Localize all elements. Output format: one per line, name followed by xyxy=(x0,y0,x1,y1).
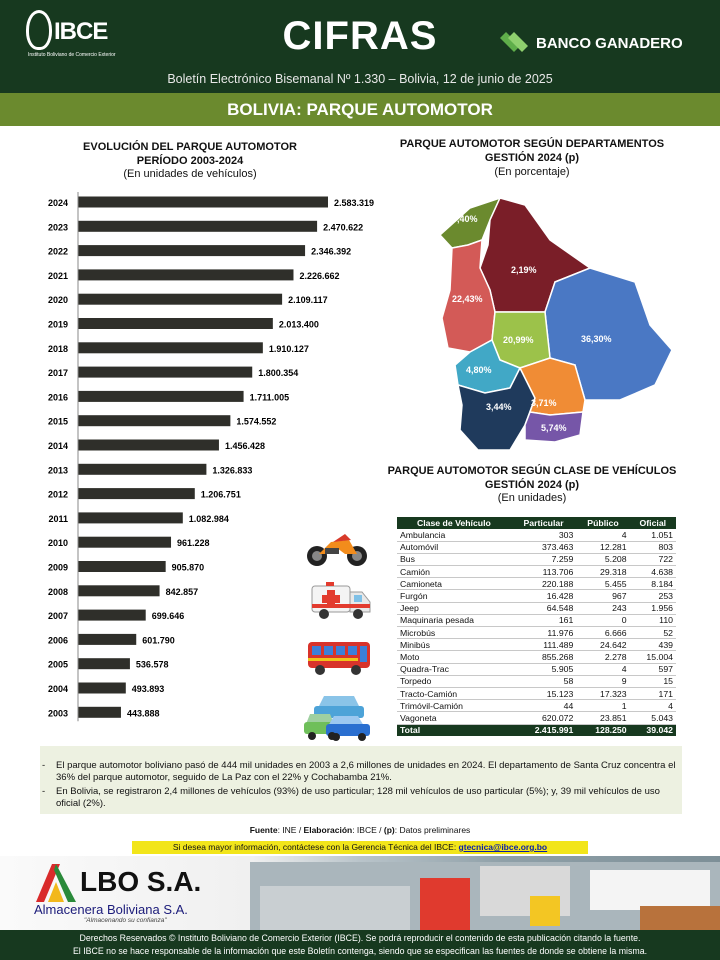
elaboration-text: : IBCE / xyxy=(352,825,384,835)
label-pando: 0,40% xyxy=(452,214,478,224)
vehicle-class-table xyxy=(397,517,676,736)
cell-class: Camión xyxy=(397,566,511,578)
bar-2012 xyxy=(78,488,195,499)
bar-value-label: 536.578 xyxy=(135,659,169,670)
bar-value-label: 493.893 xyxy=(131,684,165,694)
cell-class: Torpedo xyxy=(397,675,511,687)
total-value: 128.250 xyxy=(576,724,629,736)
bar-category-label: 2015 xyxy=(47,416,68,427)
bulletin-info: Boletín Electrónico Bisemanal Nº 1.330 – Bolivia, 12 de junio de 2025 xyxy=(167,72,553,86)
table-row xyxy=(397,651,676,663)
bar-value-label: 842.857 xyxy=(165,586,199,597)
cell-value: 303 xyxy=(511,529,577,541)
cell-value: 373.463 xyxy=(511,541,577,553)
table-row xyxy=(397,663,676,675)
ibce-logo-subtitle: Instituto Boliviano de Comercio Exterior xyxy=(28,52,116,58)
section-title: BOLIVIA: PARQUE AUTOMOTOR xyxy=(227,100,493,119)
bar-category-label: 2024 xyxy=(47,198,68,208)
cell-class: Furgón xyxy=(397,590,511,602)
footer-copyright: Derechos Reservados © Instituto Boliviano de Comercio Exterior (IBCE). Se podrá reproducir el contenido de esta publicación citando la fuente. xyxy=(79,933,641,943)
contact-email-link[interactable]: gtecnica@ibce.org.bo xyxy=(458,842,548,852)
cell-value: 1.051 xyxy=(630,529,676,541)
elaboration-label: Elaboración xyxy=(303,825,353,835)
table-row xyxy=(397,541,676,553)
bar-category-label: 2019 xyxy=(47,319,68,330)
bar-category-label: 2005 xyxy=(47,659,68,670)
total-value: 39.042 xyxy=(630,724,676,736)
bar-chart-subtitle: (En unidades de vehículos) xyxy=(123,168,257,180)
cell-class: Moto xyxy=(397,651,511,663)
cell-value: 4 xyxy=(576,663,629,675)
cell-class: Camioneta xyxy=(397,578,511,590)
cell-value: 15.123 xyxy=(511,687,577,699)
cell-value: 113.706 xyxy=(511,566,577,578)
bar-category-label: 2017 xyxy=(47,368,68,379)
cell-value: 5.208 xyxy=(576,553,629,565)
page-title: CIFRAS xyxy=(282,14,438,58)
col-header-particular: Particular xyxy=(511,517,577,529)
source-line xyxy=(0,825,720,835)
bar-category-label: 2022 xyxy=(47,246,68,257)
bar-value-label: 2.226.662 xyxy=(299,270,340,281)
bar-2007 xyxy=(78,610,146,621)
table-row xyxy=(397,627,676,639)
bar-value-label: 2.583.319 xyxy=(334,198,375,208)
motorcycle-icon xyxy=(305,528,369,568)
cars-icon xyxy=(304,690,372,742)
bar-category-label: 2009 xyxy=(47,562,68,573)
cell-value: 4.638 xyxy=(630,566,676,578)
bar-2011 xyxy=(78,512,183,523)
preliminary-text: : Datos preliminares xyxy=(394,825,471,835)
albo-company-name: Almacenera Boliviana S.A. xyxy=(34,902,188,917)
cell-class: Minibús xyxy=(397,639,511,651)
cell-class: Vagoneta xyxy=(397,712,511,724)
source-text: : INE / xyxy=(277,825,304,835)
bar-category-label: 2008 xyxy=(47,586,68,597)
map-title-period: GESTIÓN 2024 (p) xyxy=(484,152,580,164)
cell-value: 1 xyxy=(576,700,629,712)
label-tarija: 5,74% xyxy=(541,423,567,433)
cell-value: 220.188 xyxy=(511,578,577,590)
ambulance-icon xyxy=(308,578,372,620)
table-row xyxy=(397,675,676,687)
table-row xyxy=(397,566,676,578)
albo-a-logo-icon xyxy=(34,864,78,902)
col-header-class: Clase de Vehículo xyxy=(397,517,511,529)
cell-value: 1.956 xyxy=(630,602,676,614)
bar-category-label: 2014 xyxy=(47,441,68,451)
cell-value: 16.428 xyxy=(511,590,577,602)
bar-2018 xyxy=(78,342,263,353)
bar-value-label: 1.711.005 xyxy=(249,392,290,403)
table-row xyxy=(397,687,676,699)
bar-category-label: 2023 xyxy=(47,222,68,233)
bar-2003 xyxy=(78,707,121,718)
cell-class: Microbús xyxy=(397,627,511,639)
cell-class: Bus xyxy=(397,553,511,565)
total-value: 2.415.991 xyxy=(511,724,577,736)
bank-logo xyxy=(500,30,700,60)
map-title: PARQUE AUTOMOTOR SEGÚN DEPARTAMENTOS xyxy=(399,138,665,150)
col-header-publico: Público xyxy=(576,517,629,529)
cell-class: Jeep xyxy=(397,602,511,614)
cell-value: 24.642 xyxy=(576,639,629,651)
table-row xyxy=(397,639,676,651)
cell-value: 855.268 xyxy=(511,651,577,663)
cell-value: 4 xyxy=(576,529,629,541)
table-total-row xyxy=(397,724,676,736)
note-1 xyxy=(42,760,676,784)
bar-category-label: 2012 xyxy=(47,489,68,500)
cell-value: 5.043 xyxy=(630,712,676,724)
bar-value-label: 1.082.984 xyxy=(188,513,229,524)
label-cochabamba: 20,99% xyxy=(503,335,534,345)
preliminary-label: (p) xyxy=(383,825,395,835)
bar-value-label: 443.888 xyxy=(126,708,160,719)
albo-slogan: "Almacenando su confianza" xyxy=(84,917,167,924)
cell-class: Ambulancia xyxy=(397,529,511,541)
label-santa-cruz: 36,30% xyxy=(581,334,612,344)
table-row xyxy=(397,553,676,565)
bar-2017 xyxy=(78,367,252,378)
bar-2024 xyxy=(78,197,328,208)
map-subtitle: (En porcentaje) xyxy=(494,166,570,178)
bar-chart-title: EVOLUCIÓN DEL PARQUE AUTOMOTOR xyxy=(83,141,297,153)
bar-value-label: 1.326.833 xyxy=(212,465,253,476)
label-potosi: 3,44% xyxy=(486,402,512,412)
table-row xyxy=(397,529,676,541)
cell-value: 803 xyxy=(630,541,676,553)
bar-category-label: 2011 xyxy=(48,513,68,524)
cell-value: 110 xyxy=(630,614,676,626)
table-row xyxy=(397,614,676,626)
bar-2019 xyxy=(78,318,273,329)
cell-value: 5.905 xyxy=(511,663,577,675)
bar-category-label: 2004 xyxy=(47,684,68,694)
bar-value-label: 2.470.622 xyxy=(323,222,364,233)
cell-value: 15.004 xyxy=(630,651,676,663)
label-la-paz: 22,43% xyxy=(452,294,483,304)
bar-2004 xyxy=(78,683,126,694)
bar-2005 xyxy=(78,658,130,669)
ibce-logo-text: IBCE xyxy=(54,18,108,45)
cell-value: 4 xyxy=(630,700,676,712)
bar-value-label: 1.800.354 xyxy=(258,368,299,379)
bar-value-label: 1.910.127 xyxy=(268,343,309,354)
bar-category-label: 2016 xyxy=(47,392,68,403)
table-row xyxy=(397,590,676,602)
bar-2022 xyxy=(78,245,305,256)
bar-value-label: 601.790 xyxy=(142,635,175,646)
cell-value: 967 xyxy=(576,590,629,602)
table-row xyxy=(397,602,676,614)
cell-value: 161 xyxy=(511,614,577,626)
bar-category-label: 2013 xyxy=(47,465,68,476)
cell-value: 171 xyxy=(630,687,676,699)
note-bullet: - xyxy=(42,786,46,797)
footer-disclaimer: El IBCE no se hace responsable de la información que este Boletín contenga, siendo que se especifican las fuentes de donde se obtiene la misma. xyxy=(72,946,648,956)
cell-value: 253 xyxy=(630,590,676,602)
bar-category-label: 2018 xyxy=(47,343,68,354)
bar-2006 xyxy=(78,634,136,645)
cell-value: 15 xyxy=(630,675,676,687)
cell-value: 17.323 xyxy=(576,687,629,699)
note-bullet: - xyxy=(42,760,46,771)
bar-category-label: 2020 xyxy=(47,295,68,306)
bar-2009 xyxy=(78,561,166,572)
cell-value: 23.851 xyxy=(576,712,629,724)
table-title-period: GESTIÓN 2024 (p) xyxy=(484,479,580,491)
cell-class: Maquinaria pesada xyxy=(397,614,511,626)
cell-value: 11.976 xyxy=(511,627,577,639)
label-oruro: 4,80% xyxy=(466,365,492,375)
cell-value: 620.072 xyxy=(511,712,577,724)
cell-value: 7.259 xyxy=(511,553,577,565)
table-header-row xyxy=(397,517,676,529)
bolivia-map xyxy=(420,185,680,460)
label-beni: 2,19% xyxy=(511,265,537,275)
bank-name: BANCO GANADERO xyxy=(536,35,683,52)
table-row xyxy=(397,700,676,712)
bar-value-label: 905.870 xyxy=(171,562,205,573)
cell-value: 12.281 xyxy=(576,541,629,553)
albo-logo-text: LBO S.A. xyxy=(80,866,202,897)
cell-value: 52 xyxy=(630,627,676,639)
bar-value-label: 2.109.117 xyxy=(288,295,328,306)
cell-class: Quadra-Trac xyxy=(397,663,511,675)
note-1-text: El parque automotor boliviano pasó de 444 mil unidades en 2003 a 2,6 millones de unidades en 2024. El departamento de Santa Cruz concentra el 36% del parque automotor, seguido de La Paz con el 22% y Cochabamba 21%. xyxy=(56,760,676,783)
table-subtitle: (En unidades) xyxy=(497,492,567,504)
label-chuquisaca: 3,71% xyxy=(531,398,557,408)
bar-2016 xyxy=(78,391,244,402)
bar-category-label: 2007 xyxy=(47,611,68,622)
bar-value-label: 2.346.392 xyxy=(311,246,352,257)
source-label: Fuente xyxy=(249,825,278,835)
cell-value: 58 xyxy=(511,675,577,687)
bar-2020 xyxy=(78,294,282,305)
cell-value: 6.666 xyxy=(576,627,629,639)
bar-category-label: 2021 xyxy=(47,270,68,281)
bar-chart-title-period: PERÍODO 2003-2024 xyxy=(136,155,244,167)
contact-text: Si desea mayor información, contáctese con la Gerencia Técnica del IBCE: xyxy=(172,842,459,852)
note-2-text: En Bolivia, se registraron 2,4 millones de vehículos (93%) de uso particular; 128 mil vehículos de uso particular (5%); y, 39 mil vehículos de uso oficial (2%). xyxy=(56,786,660,809)
cell-value: 597 xyxy=(630,663,676,675)
col-header-oficial: Oficial xyxy=(630,517,676,529)
cell-value: 8.184 xyxy=(630,578,676,590)
bar-value-label: 1.206.751 xyxy=(200,489,241,500)
bank-glyph-icon xyxy=(500,32,528,54)
albo-logo xyxy=(34,864,214,924)
contact-bar xyxy=(132,841,588,854)
bar-category-label: 2010 xyxy=(47,538,68,549)
cell-class: Automóvil xyxy=(397,541,511,553)
cell-value: 439 xyxy=(630,639,676,651)
bar-value-label: 961.228 xyxy=(177,538,210,549)
bar-2013 xyxy=(78,464,206,475)
cell-class: Tracto-Camión xyxy=(397,687,511,699)
table-row xyxy=(397,578,676,590)
total-label: Total xyxy=(397,724,511,736)
bar-2010 xyxy=(78,537,171,548)
cell-value: 722 xyxy=(630,553,676,565)
cell-class: Trimóvil-Camión xyxy=(397,700,511,712)
bar-value-label: 1.574.552 xyxy=(236,416,277,427)
cell-value: 9 xyxy=(576,675,629,687)
bar-category-label: 2006 xyxy=(47,635,68,646)
table-title: PARQUE AUTOMOTOR SEGÚN CLASE DE VEHÍCULOS xyxy=(387,465,677,477)
bar-value-label: 1.456.428 xyxy=(224,441,265,451)
bar-2015 xyxy=(78,415,230,426)
cell-value: 5.455 xyxy=(576,578,629,590)
bar-value-label: 2.013.400 xyxy=(278,319,319,330)
cell-value: 2.278 xyxy=(576,651,629,663)
cell-value: 44 xyxy=(511,700,577,712)
bus-icon xyxy=(306,640,372,676)
bar-2023 xyxy=(78,221,317,232)
bar-value-label: 699.646 xyxy=(151,611,185,622)
bar-2008 xyxy=(78,585,160,596)
cell-value: 243 xyxy=(576,602,629,614)
bar-category-label: 2003 xyxy=(47,708,68,719)
cell-value: 64.548 xyxy=(511,602,577,614)
cell-value: 29.318 xyxy=(576,566,629,578)
cell-value: 111.489 xyxy=(511,639,577,651)
bar-2021 xyxy=(78,269,293,280)
table-row xyxy=(397,712,676,724)
cell-value: 0 xyxy=(576,614,629,626)
note-2 xyxy=(42,786,676,810)
bar-2014 xyxy=(78,440,219,451)
